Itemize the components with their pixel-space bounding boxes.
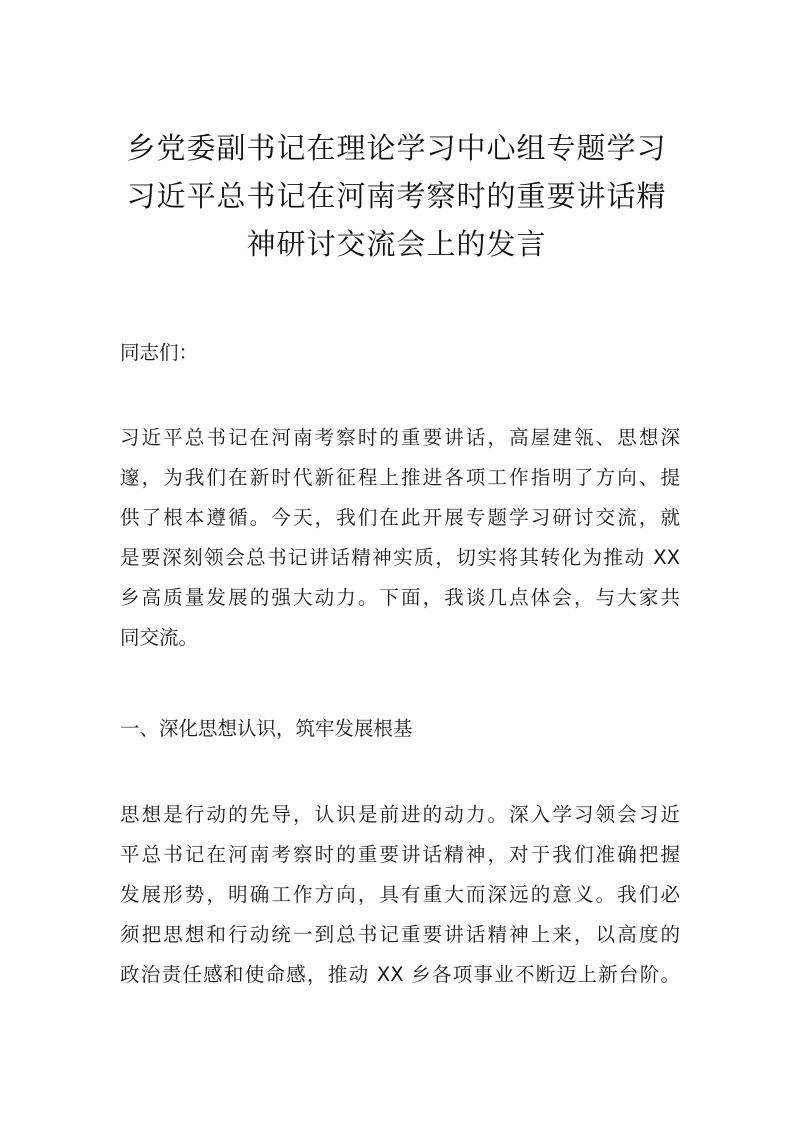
intro-line: 是要深刻领会总书记讲话精神实质，切实将其转化为推动 XX <box>120 546 680 569</box>
intro-line: 邃，为我们在新时代新征程上推进各项工作指明了方向、提 <box>120 466 680 489</box>
title-line: 神研讨交流会上的发言 <box>246 227 547 261</box>
section-body-line: 思想是行动的先导，认识是前进的动力。深入学习领会习近 <box>120 803 680 826</box>
section-body-line: 发展形势，明确工作方向，具有重大而深远的意义。我们必 <box>120 883 680 906</box>
title-line: 乡党委副书记在理论学习中心组专题学习 <box>126 131 667 165</box>
intro-line: 乡高质量发展的强大动力。下面，我谈几点体会，与大家共 <box>120 586 680 609</box>
title-line: 习近平总书记在河南考察时的重要讲话精 <box>126 179 667 213</box>
section-body-line: 政治责任感和使命感，推动 XX 乡各项事业不断迈上新台阶。 <box>120 963 680 986</box>
section-heading: 一、深化思想认识，筑牢发展根基 <box>120 717 413 740</box>
salutation: 同志们： <box>120 341 199 364</box>
document-title <box>120 124 673 268</box>
intro-line: 习近平总书记在河南考察时的重要讲话，高屋建瓴、思想深 <box>120 426 680 449</box>
intro-line: 供了根本遵循。今天，我们在此开展专题学习研讨交流，就 <box>120 506 680 529</box>
intro-line: 同交流。 <box>120 626 199 649</box>
section-body-line: 须把思想和行动统一到总书记重要讲话精神上来，以高度的 <box>120 923 680 946</box>
section-body-line: 平总书记在河南考察时的重要讲话精神，对于我们准确把握 <box>120 843 680 866</box>
